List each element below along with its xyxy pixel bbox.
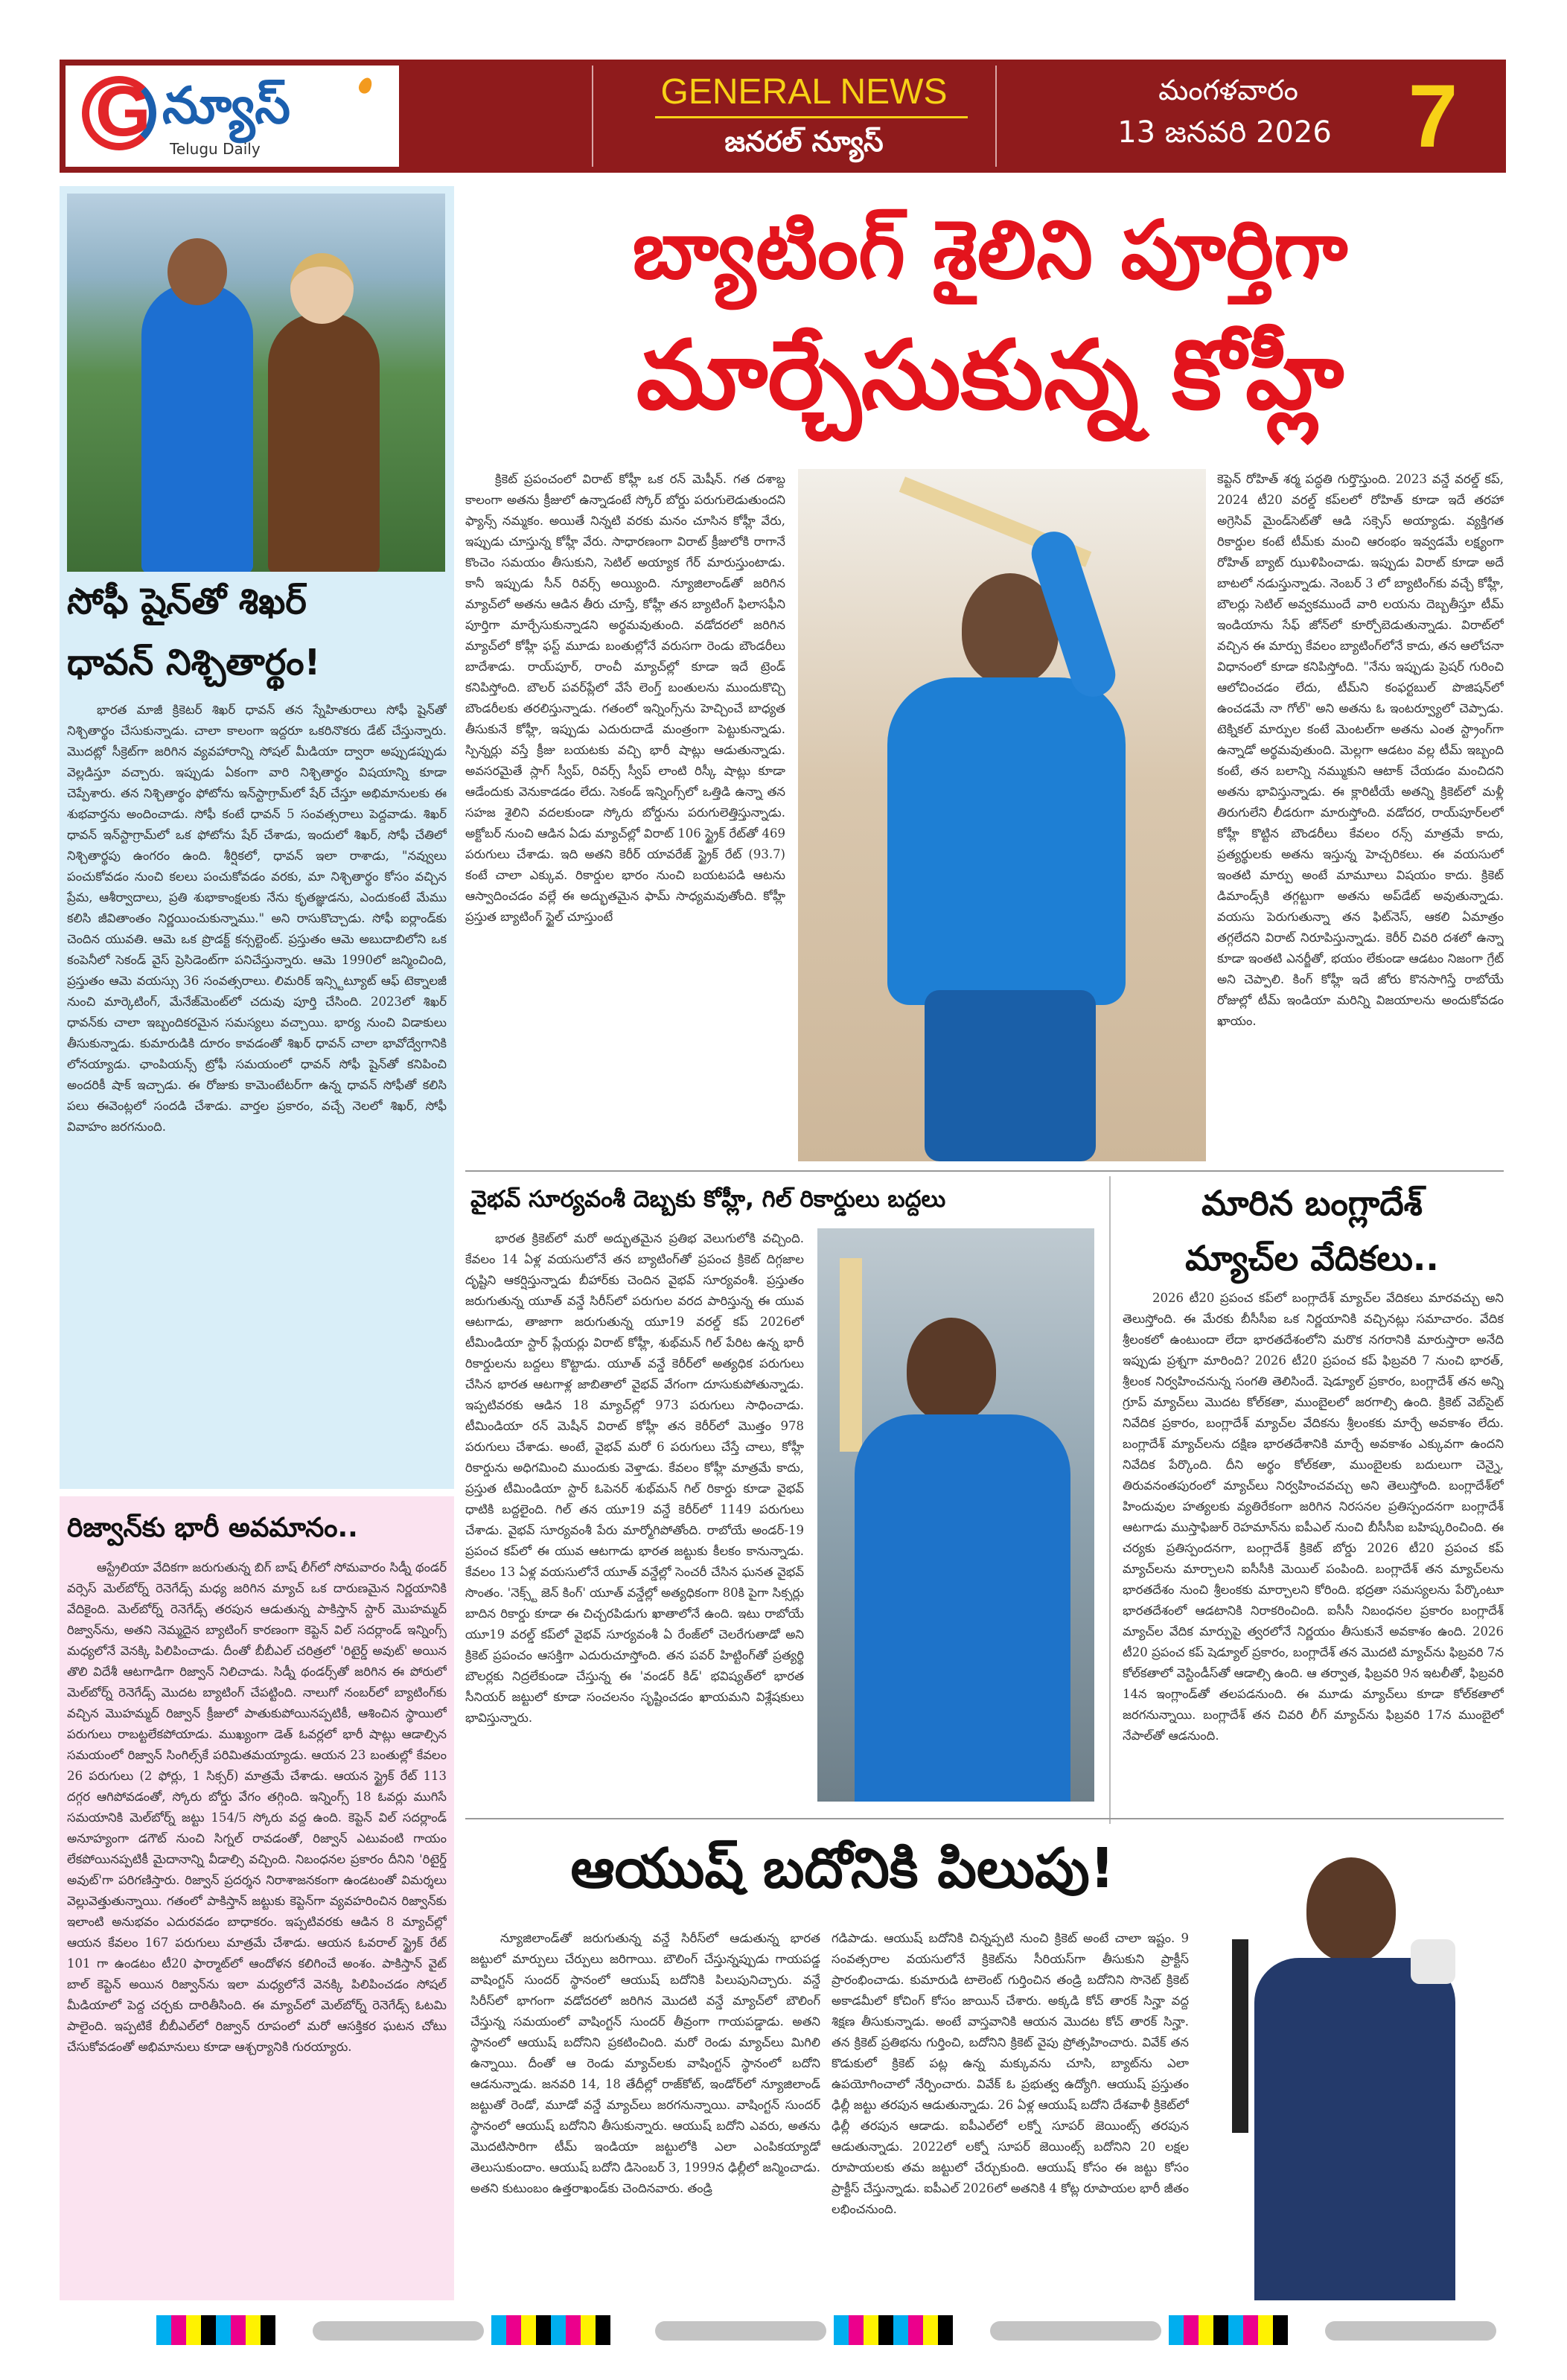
- photo-vaibhav: [817, 1228, 1094, 1802]
- ayush-col2: గడిపాడు. ఆయుష్ బదోనికి చిన్నప్పటి నుంచి క్రికెట్ అంటే చాలా ఇష్టం. 9 సంవత్సరాల వయసులోనే క్రికెట్‌ను సీరియస్‌గా తీసుకుని ప్రాక్టీస్ ప్రారంభించాడు. కుమారుడి టాలెంట్ గుర్తించిన తండ్రి బదోనిని సొనెట్ క్రికెట్ అకాడమీలో కోచింగ్ కోసం జాయిన్ చేశారు. అక్కడి కోచ్ తారక్ సిన్హా వద్ద శిక్షణ తీసుకున్నాడు. అంటే వాస్తవానికి ఆయన మొదట కోచ్ తారక్ సిన్హా. తన క్రికెట్ ప్రతిభను గుర్తించి, బదోనిని క్రికెట్ వైపు ప్రోత్సహించారు. వివేక్ తన కొడుకులో క్రికెట్ పట్ల ఉన్న మక్కువను చూసి, బ్యాట్‌ను ఎలా ఉపయోగించాలో నేర్పించారు. వివేక్ ఓ ప్రభుత్వ ఉద్యోగి. ఆయుష్ ప్రస్తుతం ఢిల్లీ జట్టు తరపున ఆడుతున్నాడు. 26 ఏళ్ల ఆయుష్ బదోని దేశవాళీ క్రికెట్‌లో ఢిల్లీ తరపున ఆడాడు. ఐపీఎల్‌లో లక్నో సూపర్ జెయింట్స్ తరపున ఆడుతున్నాడు. 2022లో లక్నో సూపర్ జెయింట్స్ బదోనిని 20 లక్షల రూపాయలకు తమ జట్టులో చేర్చుకుంది. ఆయుష్ కోసం ఈ జట్టు కోసం ప్రాక్టీస్ చేస్తున్నాడు. ఐపీఎల్ 2026లో అతనికి 4 కోట్ల రూపాయల భారీ జీతం లభించనుంది.: [832, 1931, 1189, 2216]
- photo-ayush: [1202, 1828, 1504, 2300]
- vertical-rule-vaibhav: [1109, 1176, 1111, 1824]
- day-label: మంగళవారం: [1158, 74, 1298, 106]
- registration-pill: [655, 2321, 826, 2341]
- glove: [1411, 1939, 1455, 1984]
- player-body: [1254, 1958, 1455, 2300]
- page-number: 7: [1408, 66, 1458, 166]
- logo-subtitle: Telugu Daily: [170, 140, 261, 158]
- section-title-te: జనరల్ న్యూస్: [724, 125, 884, 158]
- person-figure: [141, 283, 253, 572]
- color-registration-bar: [491, 2315, 610, 2345]
- section-divider-left: [592, 66, 593, 167]
- bat: [840, 1258, 862, 1452]
- kohli-col1: క్రికెట్ ప్రపంచంలో విరాట్ కోహ్లీ ఒక రన్ మెషీన్. గత దశాబ్ద కాలంగా అతను క్రీజులో ఉన్నాడంటే స్కోర్ బోర్డు పరుగులెడుతుందని ఫ్యాన్స్ నమ్మకం. అయితే నిన్నటి వరకు మనం చూసిన కోహ్లీ వేరు, ఇప్పుడు చూస్తున్న కోహ్లీ వేరు. సాధారణంగా విరాట్ క్రీజులోకి రాగానే కొంచెం సమయం తీసుకుని, సెటిల్ అయ్యాక గేర్ మారుస్తుంటాడు. కానీ ఇప్పుడు సీన్ రివర్స్ అయ్యింది. న్యూజిలాండ్‌తో జరిగిన మ్యాచ్‌లో అతను ఆడిన తీరు చూస్తే, కోహ్లీ తన బ్యాటింగ్ ఫిలాసఫీని పూర్తిగా మార్చేసుకున్నాడని అర్థమవుతుంది. వడోదరలో జరిగిన మ్యాచ్‌లో కోహ్లీ ఫస్ట్ మూడు బంతుల్లోనే వరుసగా రెండు బౌండరీలు బాదేశాడు. రాయ్‌పూర్, రాంచీ మ్యాచ్‌ల్లో కూడా ఇదే ట్రెండ్ కనిపిస్తోంది. బౌలర్ పవర్‌ప్లేలో వేసే లెంగ్త్ బంతులను ముందుకొచ్చి బౌండరీలకు తరలిస్తున్నాడు. గతంలో ఇన్నింగ్స్‌ను హెచ్చించే బాధ్యత తీసుకునే కోహ్లీ, ఇప్పుడు ఎదురుదాడే మంత్రంగా పెట్టుకున్నాడు. స్పిన్నర్లు వస్తే క్రీజు బయటకు వచ్చి భారీ షాట్లు ఆడుతున్నాడు. అవసరమైతే స్లాగ్ స్వీప్, రివర్స్ స్వీప్ లాంటి రిస్కీ షాట్లు కూడా ఆడేందుకు వెనుకాడడం లేదు. సెకండ్ ఇన్నింగ్స్‌లో ఒత్తిడి ఉన్నా తన సహజ శైలిని వదలకుండా స్కోరు బోర్డును పరుగులెత్తిస్తున్నాడు. అక్టోబర్ నుంచి ఆడిన ఏడు మ్యాచ్‌ల్లో విరాట్ 106 స్ట్రైక్ రేట్‌తో 469 పరుగులు చేశాడు. ఇది అతని కెరీర్ యావరేజ్ స్ట్రైక్ రేట్ (93.7) కంటే చాలా ఎక్కువ. రికార్డుల భారం నుంచి బయటపడి ఆటను ఆస్వాదించడం వల్లే ఈ అద్భుతమైన ఫామ్ సాధ్యమవుతోంది. కోహ్లీ ప్రస్తుత బ్యాటింగ్ స్టైల్ చూస్తుంటే: [465, 472, 785, 924]
- bat-handle: [1232, 1939, 1248, 2133]
- bangladesh-body: 2026 టీ20 ప్రపంచ కప్‌లో బంగ్లాదేశ్ మ్యాచ్‌ల వేదికలు మారవచ్చు అని తెలుస్తోంది. ఈ మేరకు బీసీసీఐ ఒక నిర్ణయానికి వచ్చినట్లు సమాచారం. వేదిక శ్రీలంకలో ఉంటుందా లేదా భారతదేశంలోని మరొక నగరానికి మారుస్తారా అనేది ఇప్పుడు ప్రశ్నగా మారింది? 2026 టీ20 ప్రపంచ కప్ ఫిబ్రవరి 7 నుంచి భారత్, శ్రీలంక నిర్వహించనున్న సంగతి తెలిసిందే. షెడ్యూల్ ప్రకారం, బంగ్లాదేశ్ తన అన్ని గ్రూప్ మ్యాచ్‌లు మొదట కోల్‌కతా, ముంబైలలో జరగాల్సి ఉంది. క్రికెట్ వెబ్‌సైట్ నివేదిక ప్రకారం, బంగ్లాదేశ్ మ్యాచ్‌ల వేదికను శ్రీలంకకు మార్చే అవకాశం లేదు. బంగ్లాదేశ్ మ్యాచ్‌లను దక్షిణ భారతదేశానికి మార్చే అవకాశం ఎక్కువగా ఉందని నివేదిక పేర్కొంది. దీని అర్థం కోల్‌కతా, ముంబైలకు బదులుగా చెన్నై, తిరువనంతపురంలో మ్యాచ్‌లు నిర్వహించవచ్చు అని తెలుస్తోంది. బంగ్లాదేశ్‌లో హిందువుల హత్యలకు వ్యతిరేకంగా జరిగిన నిరసనల ప్రతిస్పందనగా బంగ్లాదేశ్ ఆటగాడు ముస్తాఫిజుర్ రెహమాన్‌ను ఐపీఎల్ నుంచి బీసీసీఐ బహిష్కరించింది. ఈ చర్యకు ప్రతిస్పందనగా, బంగ్లాదేశ్ క్రికెట్ బోర్డు 2026 టీ20 ప్రపంచ కప్ మ్యాచ్‌లను మార్చాలని ఐసీసీకి మెయిల్ పంపింది. బంగ్లాదేశ్ తన మ్యాచ్‌లను భారతదేశం నుంచి శ్రీలంకకు మార్చాలని కోరింది. భద్రతా సమస్యలను పేర్కొంటూ భారతదేశంలో ఆడటానికి నిరాకరించింది. ఐసీసీ నిబంధనల ప్రకారం బంగ్లాదేశ్ మ్యాచ్‌ల వేదిక మార్పుపై త్వరలోనే నిర్ణయం తీసుకునే అవకాశం ఉంది. 2026 టీ20 ప్రపంచ కప్ షెడ్యూల్ ప్రకారం, బంగ్లాదేశ్ తన మొదటి మ్యాచ్‌ను ఫిబ్రవరి 7న కోల్‌కతాలో వెస్టిండీస్‌తో ఆడాల్సి ఉంది. ఆ తర్వాత, ఫిబ్రవరి 9న ఇటలీతో, ఫిబ్రవరి 14న ఇంగ్లాండ్‌తో తలపడనుంది. ఈ మూడు మ్యాచ్‌లు కూడా కోల్‌కతాలో జరగనున్నాయి. బంగ్లాదేశ్ తన చివరి లీగ్ మ్యాచ్‌ను ఫిబ్రవరి 17న ముంబైలో నేపాల్‌తో ఆడనుంది.: [1123, 1291, 1504, 1743]
- rule-under-middle: [465, 1818, 1504, 1819]
- color-registration-bar: [834, 2315, 953, 2345]
- logo-letter: G: [95, 71, 151, 151]
- rizwan-headline: రిజ్వాన్‌కు భారీ అవమానం..: [67, 1513, 358, 1543]
- person-figure: [268, 313, 380, 572]
- photo-kohli: [798, 469, 1206, 1161]
- kohli-headline-line1: బ్యాటింగ్ శైలిని పూర్తిగా: [632, 204, 1348, 297]
- player-body: [887, 677, 1126, 1005]
- flame-icon: [357, 76, 374, 96]
- section-rule: [655, 116, 968, 118]
- player-head: [907, 1318, 996, 1422]
- logo-text: న్యూస్: [162, 77, 291, 135]
- person-head: [290, 253, 354, 324]
- registration-pill: [990, 2321, 1161, 2341]
- registration-pill: [313, 2321, 484, 2341]
- rule-under-kohli: [465, 1170, 1504, 1172]
- ayush-col1: న్యూజిలాండ్‌తో జరుగుతున్న వన్డే సిరీస్‌లో ఆడుతున్న భారత జట్టులో మార్పులు చేర్పులు జరిగాయి. బౌలింగ్ చేస్తున్నప్పుడు గాయపడ్డ వాషింగ్టన్ సుందర్ స్థానంలో ఆయుష్ బదోనికి పిలుపునిచ్చారు. వన్డే సిరీస్‌లో భాగంగా వడోదరలో జరిగిన మొదటి వన్డే మ్యాచ్‌లో బౌలింగ్ చేస్తున్న సమయంలో వాషింగ్టన్ సుందర్ తీవ్రంగా గాయపడ్డాడు. అతని స్థానంలో ఆయుష్ బదోనిని ప్రకటించింది. మరో రెండు మ్యాచ్‌లు మిగిలి ఉన్నాయి. దీంతో ఆ రెండు మ్యాచ్‌లకు వాషింగ్టన్ స్థానంలో బదోని ఆడనున్నాడు. జనవరి 14, 18 తేదీల్లో రాజ్‌కోట్, ఇండోర్‌లో న్యూజిలాండ్ జట్టుతో రెండో, మూడో వన్డే మ్యాచ్‌లు జరగనున్నాయి. వాషింగ్టన్ సుందర్ స్థానంలో ఆయుష్ బదోనిని తీసుకున్నారు. ఆయుష్ బదోని ఎవరు, అతను మొదటిసారిగా టీమ్ ఇండియా జట్టులోకి ఎలా ఎంపికయ్యాడో తెలుసుకుందాం. ఆయుష్ బదోని డిసెంబర్ 3, 1999న ఢిల్లీలో జన్మించాడు. అతని కుటుంబం ఉత్తరాఖండ్‌కు చెందినవారు. తండ్రి: [470, 1931, 820, 2195]
- dhawan-body: భారత మాజీ క్రికెటర్ శిఖర్ ధావన్ తన స్నేహితురాలు సోఫీ షైన్‌తో నిశ్చితార్థం చేసుకున్నాడు. చాలా కాలంగా ఇద్దరూ ఒకరినొకరు డేట్ చేస్తున్నారు. మొదట్లో సీక్రెట్‌గా జరిగిన వ్యవహారాన్ని సోషల్ మీడియా ద్వారా అప్పుడప్పుడు వెల్లడిస్తూ వచ్చారు. ఇప్పుడు ఏకంగా వారి నిశ్చితార్థం విషయాన్ని కూడా చెప్పేశారు. తన నిశ్చితార్థం ఫోటోను ఇన్‌స్టాగ్రామ్‌లో షేర్ చేస్తూ అభిమానులకు ఈ శుభవార్తను అందించాడు. సోఫీ కంటే ధావన్ 5 సంవత్సరాలు పెద్దవాడు. శిఖర్ ధావన్ ఇన్‌స్టాగ్రామ్‌లో ఒక ఫోటోను షేర్ చేశాడు, ఇందులో శిఖర్, సోఫీ చేతిలో నిశ్చితార్థపు ఉంగరం ఉంది. శీర్షికలో, ధావన్ ఇలా రాశాడు, "నవ్వులు పంచుకోవడం నుంచి కలలు పంచుకోవడం వరకు, మా నిశ్చితార్థం కోసం వచ్చిన ప్రేమ, ఆశీర్వాదాలు, ప్రతి శుభాకాంక్షలకు నేను కృతజ్ఞుడను, ఎందుకంటే మేము కలిసి జీవితాంతం నిర్ణయించుకున్నాము." అని రాసుకొచ్చాడు. సోఫీ ఐర్లాండ్‌కు చెందిన యువతి. ఆమె ఒక ప్రొడక్ట్ కన్సల్టెంట్. ప్రస్తుతం ఆమె అబుదాబిలోని ఒక కంపెనీలో సెకండ్ వైస్ ప్రెసిడెంట్‌గా పనిచేస్తున్నారు. ఆమె 1990లో జన్మించింది, ప్రస్తుతం ఆమె వయస్సు 36 సంవత్సరాలు. లిమరిక్ ఇన్స్టిట్యూట్ ఆఫ్ టెక్నాలజీ నుంచి మార్కెటింగ్, మేనేజ్‌మెంట్‌లో చదువు పూర్తి చేసింది. 2023లో శిఖర్ ధావన్‌కు చాలా ఇబ్బందికరమైన సమస్యలు వచ్చాయి. భార్య నుంచి విడాకులు తీసుకున్నాడు. కుమారుడికి దూరం కావడంతో శిఖర్ ధావన్ చాలా భావోద్వేగానికి లోనయ్యాడు. ఛాంపియన్స్ ట్రోఫీ సమయంలో ధావన్ సోఫీ షైన్‌తో కనిపించి అందరికీ షాక్ ఇచ్చాడు. ఈ రోజుకు కామెంటేటర్‌గా ఉన్న ధావన్ సోఫీతో కలిసి పలు ఈవెంట్లలో సందడి చేశాడు. వార్తల ప్రకారం, వచ్చే నెలలో శిఖర్, సోఫీ వివాహం జరగనుంది.: [67, 703, 447, 1134]
- player-legs: [925, 990, 1096, 1161]
- registration-pill: [1325, 2321, 1496, 2341]
- player-body: [855, 1414, 1070, 1802]
- color-registration-bar: [1169, 2315, 1288, 2345]
- bangladesh-headline-line2: మ్యాచ్‌ల వేదికలు..: [1185, 1238, 1439, 1278]
- vaibhav-body: భారత క్రికెట్‌లో మరో అద్భుతమైన ప్రతిభ వెలుగులోకి వచ్చింది. కేవలం 14 ఏళ్ల వయసులోనే తన బ్యాటింగ్‌తో ప్రపంచ క్రికెట్ దిగ్గజాల దృష్టిని ఆకర్షిస్తున్నాడు బీహార్‌కు చెందిన వైభవ్ సూర్యవంశీ. ప్రస్తుతం జరుగుతున్న యూత్ వన్డే సిరీస్‌లో పరుగుల వరద పారిస్తున్న ఈ యువ ఆటగాడు, తాజాగా జరుగుతున్న యూ19 వరల్డ్ కప్ 2026లో టీమిండియా స్టార్ ప్లేయర్లు విరాట్ కోహ్లీ, శుభ్‌మన్ గిల్ పేరిట ఉన్న భారీ రికార్డులను బద్దలు కొట్టాడు. యూత్ వన్డే కెరీర్‌లో అత్యధిక పరుగులు చేసిన భారత ఆటగాళ్ల జాబితాలో వైభవ్ వేగంగా దూసుకుపోతున్నాడు. ఇప్పటివరకు ఆడిన 18 మ్యాచ్‌ల్లో 973 పరుగులు సాధించాడు. టీమిండియా రన్ మెషీన్ విరాట్ కోహ్లీ తన కెరీర్‌లో మొత్తం 978 పరుగులు చేశాడు. అంటే, వైభవ్ మరో 6 పరుగులు చేస్తే చాలు, కోహ్లీ రికార్డును అధిగమించి ముందుకు వెళ్తాడు. కేవలం కోహ్లీ మాత్రమే కాదు, ప్రస్తుత టీమిండియా స్టార్ ఓపెనర్ శుభ్‌మన్ గిల్ రికార్డు కూడా వైభవ్ ధాటికి బద్దలైంది. గిల్ తన యూ19 వన్డే కెరీర్‌లో 1149 పరుగులు చేశాడు. వైభవ్ సూర్యవంశీ పేరు మార్మోగిపోతోంది. రాబోయే అండర్-19 ప్రపంచ కప్‌లో ఈ యువ ఆటగాడు భారత జట్టుకు కీలకం కానున్నాడు. కేవలం 13 ఏళ్ల వయసులోనే యూత్ వన్డేల్లో సెంచరీ చేసిన ఘనత వైభవ్ సొంతం. 'నెక్స్ట్ జెన్ కింగ్' యూత్ వన్డేల్లో అత్యధికంగా 80కి పైగా సిక్సర్లు బాదిన రికార్డు కూడా ఈ చిచ్చరపిడుగు ఖాతాలోనే ఉంది. ఇటు రాబోయే యూ19 వరల్డ్ కప్‌లో వైభవ్ సూర్యవంశీ ఏ రేంజ్‌లో చెలరేగుతాడో అని క్రికెట్ ప్రపంచం ఆసక్తిగా ఎదురుచూస్తోంది. తన పవర్ హిట్టింగ్‌తో ప్రత్యర్థి బౌలర్లకు నిద్రలేకుండా చేస్తున్న ఈ 'వండర్ కిడ్' భవిష్యత్‌లో భారత సీనియర్ జట్టులో కూడా సంచలనం సృష్టించడం ఖాయమని విశ్లేషకులు భావిస్తున్నారు.: [465, 1231, 804, 1725]
- rizwan-body: ఆస్ట్రేలియా వేదికగా జరుగుతున్న బిగ్ బాష్ లీగ్‌లో సోమవారం సిడ్నీ థండర్ వర్సెస్ మెల్‌బోర్న్ రెనెగేడ్స్ మధ్య జరిగిన మ్యాచ్ ఒక దారుణమైన నిర్ణయానికి వేదికైంది. మెల్‌బోర్న్ రెనెగేడ్స్ తరపున ఆడుతున్న పాకిస్తాన్ స్టార్ మొహమ్మద్ రిజ్వాన్‌ను, అతని నెమ్మదైన బ్యాటింగ్ కారణంగా కెప్టెన్ విల్ సదర్లాండ్ ఇన్నింగ్స్ మధ్యలోనే వెనక్కి పిలిపించాడు. దీంతో బీబీఎల్ చరిత్రలో 'రిటైర్డ్ అవుట్' అయిన తొలి విదేశీ ఆటగాడిగా రిజ్వాన్ నిలిచాడు. సిడ్నీ థండర్స్‌తో జరిగిన ఈ పోరులో మెల్‌బోర్న్ రెనెగేడ్స్ మొదట బ్యాటింగ్ చేపట్టింది. నాలుగో నంబర్‌లో బ్యాటింగ్‌కు వచ్చిన మొహమ్మద్ రిజ్వాన్ క్రీజులో పాతుకుపోయినప్పటికీ, ఆశించిన స్థాయిలో పరుగులు రాబట్టలేకపోయాడు. ముఖ్యంగా డెత్ ఓవర్లలో భారీ షాట్లు ఆడాల్సిన సమయంలో రిజ్వాన్ సింగిల్స్‌కే పరిమితమయ్యాడు. ఆయన 23 బంతుల్లో కేవలం 26 పరుగులు (2 ఫోర్లు, 1 సిక్సర్) మాత్రమే చేశాడు. ఆయన స్ట్రైక్ రేట్ 113 దగ్గర ఆగిపోవడంతో, స్కోరు బోర్డు వేగం తగ్గింది. ఇన్నింగ్స్ 18 ఓవర్లు ముగిసే సమయానికి మెల్‌బోర్న్ జట్టు 154/5 స్కోరు వద్ద ఉంది. కెప్టెన్ విల్ సదర్లాండ్ అనూహ్యంగా డగౌట్ నుంచి సిగ్నల్ రావడంతో, రిజ్వాన్ ఎటువంటి గాయం లేకపోయినప్పటికీ మైదానాన్ని వీడాల్సి వచ్చింది. నిబంధనల ప్రకారం దీనిని 'రిటైర్డ్ అవుట్'గా పరిగణిస్తారు. రిజ్వాన్ ప్రదర్శన నిరాశాజనకంగా ఉండటంతో విమర్శలు వెల్లువెత్తుతున్నాయి. గతంలో పాకిస్తాన్ జట్టుకు కెప్టెన్‌గా వ్యవహరించిన రిజ్వాన్‌కు ఇలాంటి అనుభవం ఎదురవడం బాధాకరం. ఇప్పటివరకు ఆడిన 8 మ్యాచ్‌ల్లో ఆయన కేవలం 167 పరుగులు మాత్రమే చేశాడు. ఆయన ఓవరాల్ స్ట్రైక్ రేట్ 101 గా ఉండటం టీ20 ఫార్మాట్‌లో ఆందోళన కలిగించే అంశం. పాకిస్తాన్ వైట్ బాల్ కెప్టెన్ అయిన రిజ్వాన్‌ను ఇలా మధ్యలోనే వెనక్కి పిలిపించడం సోషల్ మీడియాలో పెద్ద చర్చకు దారితీసింది. ఈ మ్యాచ్‌లో మెల్‌బోర్న్ రెనెగేడ్స్ ఓటమి పాలైంది. ఇప్పటికే బీబీఎల్‌లో రిజ్వాన్ రూపంలో మరో ఆసక్తికర ఘటన చోటు చేసుకోవడంతో అభిమానులు కూడా ఆశ్చర్యానికి గురయ్యారు.: [67, 1560, 447, 2054]
- section-divider-right: [995, 66, 997, 167]
- date-label: 13 జనవరి 2026: [1117, 115, 1332, 150]
- section-title-en: GENERAL NEWS: [660, 72, 948, 112]
- color-registration-bar: [156, 2315, 275, 2345]
- dhawan-headline-line1: సోఫీ షైన్‌తో శిఖర్: [67, 581, 307, 622]
- person-head: [167, 238, 227, 305]
- photo-dhawan-sophie: [67, 194, 445, 572]
- logo[interactable]: [66, 66, 399, 167]
- vaibhav-headline: వైభవ్ సూర్యవంశీ దెబ్బకు కోహ్లీ, గిల్ రికార్డులు బద్దలు: [470, 1186, 946, 1213]
- ayush-headline: ఆయుష్ బదోనికి పిలుపు!: [570, 1837, 1115, 1901]
- kohli-col3: కెప్టెన్ రోహిత్ శర్మ పద్ధతి గుర్తొస్తుంది. 2023 వన్డే వరల్డ్ కప్, 2024 టీ20 వరల్డ్ కప్‌లలో రోహిత్ కూడా ఇదే తరహా అగ్రెసివ్ మైండ్‌సెట్‌తో ఆడి సక్సెస్ అయ్యాడు. వ్యక్తిగత రికార్డుల కంటే టీమ్‌కు మంచి ఆరంభం ఇవ్వడమే లక్ష్యంగా రోహిత్ బ్యాట్ ఝుళిపించాడు. ఇప్పుడు విరాట్ కూడా అదే బాటలో నడుస్తున్నాడు. నెంబర్ 3 లో బ్యాటింగ్‌కు వచ్చే కోహ్లీ, బౌలర్లు సెటిల్ అవ్వకముందే వారి లయను దెబ్బతీస్తూ టీమ్ ఇండియాను సేఫ్ జోన్‌లో కూర్చోబెడుతున్నాడు. విరాట్‌లో వచ్చిన ఈ మార్పు కేవలం బ్యాటింగ్‌లోనే కాదు, తన ఆలోచనా విధానంలో కూడా కనిపిస్తోంది. "నేను ఇప్పుడు ప్రెషర్ గురించి ఆలోచించడం లేదు, టీమ్‌ని కంఫర్టబుల్ పొజిషన్‌లో ఉంచడమే నా గోల్" అని అతను ఓ ఇంటర్వ్యూలో చెప్పాడు. టెక్నికల్ మార్పుల కంటే మెంటల్‌గా అతను ఎంత స్ట్రాంగ్‌గా ఉన్నాడో అర్థమవుతుంది. మెల్లగా ఆడటం వల్ల టీమ్ ఇబ్బంది కంటే, తన బలాన్ని నమ్ముకుని ఆటాక్ చేయడం మంచిదని అతను భావిస్తున్నాడు. ఈ క్లారిటీయే అతన్ని క్రికెట్‌లో మళ్లీ తిరుగులేని లీడరుగా మారుస్తోంది. వడోదర, రాయ్‌పూర్‌లలో కోహ్లీ కొట్టిన బౌండరీలు కేవలం రన్స్ మాత్రమే కాదు, ప్రత్యర్థులకు అతను ఇస్తున్న హెచ్చరికలు. ఈ వయసులో ఇంతటి మార్పు అంటే మామూలు విషయం కాదు. క్రికెట్ డిమాండ్స్‌కి తగ్గట్టుగా అతను అప్‌డేట్ అవుతున్నాడు. వయసు పెరుగుతున్నా తన ఫిట్‌నెస్, ఆకలి ఏమాత్రం తగ్గలేదని విరాట్ నిరూపిస్తున్నాడు. కెరీర్ చివరి దశలో ఉన్నా కూడా ఇంతటి ఎనర్జీతో, భయం లేకుండా ఆడటం నిజంగా గ్రేట్ అని చెప్పాలి. కింగ్ కోహ్లీ ఇదే జోరు కొనసాగిస్తే రాబోయే రోజుల్లో టీమ్ ఇండియా మరిన్ని విజయాలను అందుకోవడం ఖాయం.: [1217, 472, 1504, 1028]
- bangladesh-headline-line1: మారిన బంగ్లాదేశ్: [1201, 1183, 1423, 1223]
- kohli-headline-line2: మార్చేసుకున్న కోహ్లీ: [636, 320, 1344, 431]
- dhawan-headline-line2: ధావన్ నిశ్చితార్థం!: [67, 642, 321, 683]
- player-head: [1306, 1857, 1396, 1962]
